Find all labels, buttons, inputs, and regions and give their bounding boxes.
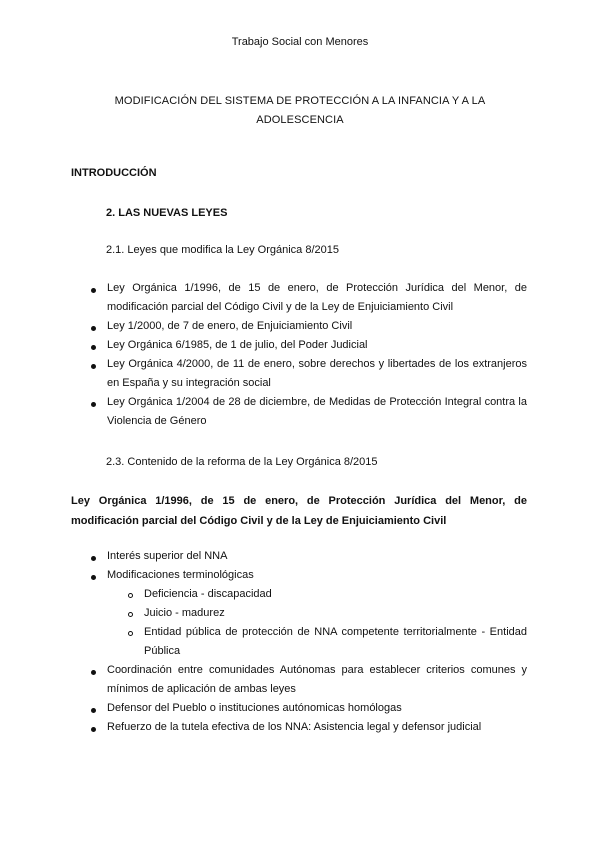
document-title: MODIFICACIÓN DEL SISTEMA DE PROTECCIÓN A LA INFANCIA Y A LA ADOLESCENCIA <box>114 95 486 126</box>
bullet-icon <box>91 708 96 713</box>
heading-nuevas-leyes: 2. LAS NUEVAS LEYES <box>106 207 228 219</box>
circle-bullet-icon <box>128 631 133 636</box>
list-item: Ley Orgánica 6/1985, de 1 de julio, del Poder Judicial <box>107 339 368 351</box>
sub-list-item: Juicio - madurez <box>144 607 225 619</box>
bullet-icon <box>91 670 96 675</box>
list-item: Ley Orgánica 1/2004 de 28 de diciembre, de Medidas de Protección Integral contra la Violencia de Género <box>107 396 527 427</box>
list-item: Coordinación entre comunidades Autónomas para establecer criterios comunes y mínimos de aplicación de ambas leyes <box>107 664 527 695</box>
bullet-icon <box>91 326 96 331</box>
bullet-icon <box>91 364 96 369</box>
bullet-icon <box>91 575 96 580</box>
subheading-leyes-modifica: 2.1. Leyes que modifica la Ley Orgánica 8/2015 <box>106 244 339 256</box>
bullet-icon <box>91 402 96 407</box>
list-item: Defensor del Pueblo o instituciones autónomicas homólogas <box>107 702 402 714</box>
heading-introduccion: INTRODUCCIÓN <box>71 167 157 179</box>
bullet-icon <box>91 288 96 293</box>
subheading-contenido-reforma: 2.3. Contenido de la reforma de la Ley Orgánica 8/2015 <box>106 456 378 468</box>
list-item: Refuerzo de la tutela efectiva de los NNA: Asistencia legal y defensor judicial <box>107 721 482 733</box>
bullet-icon <box>91 556 96 561</box>
list-item: Modificaciones terminológicas <box>107 569 254 581</box>
list-item: Ley Orgánica 1/1996, de 15 de enero, de Protección Jurídica del Menor, de modificación parcial del Código Civil y de la Ley de Enjuiciamiento Civil <box>107 282 527 313</box>
bullet-icon <box>91 727 96 732</box>
bold-paragraph: Ley Orgánica 1/1996, de 15 de enero, de Protección Jurídica del Menor, de modificación parcial del Código Civil y de la Ley de Enjuiciamiento Civil <box>71 495 527 527</box>
sub-list-item: Entidad pública de protección de NNA competente territorialmente - Entidad Pública <box>144 626 527 657</box>
circle-bullet-icon <box>128 593 133 598</box>
page-header: Trabajo Social con Menores <box>231 36 369 48</box>
sub-list-item: Deficiencia - discapacidad <box>144 588 272 600</box>
list-item: Interés superior del NNA <box>107 550 228 562</box>
list-item: Ley Orgánica 4/2000, de 11 de enero, sobre derechos y libertades de los extranjeros en España y su integración social <box>107 358 527 389</box>
bullet-icon <box>91 345 96 350</box>
list-item: Ley 1/2000, de 7 de enero, de Enjuiciamiento Civil <box>107 320 353 332</box>
circle-bullet-icon <box>128 612 133 617</box>
